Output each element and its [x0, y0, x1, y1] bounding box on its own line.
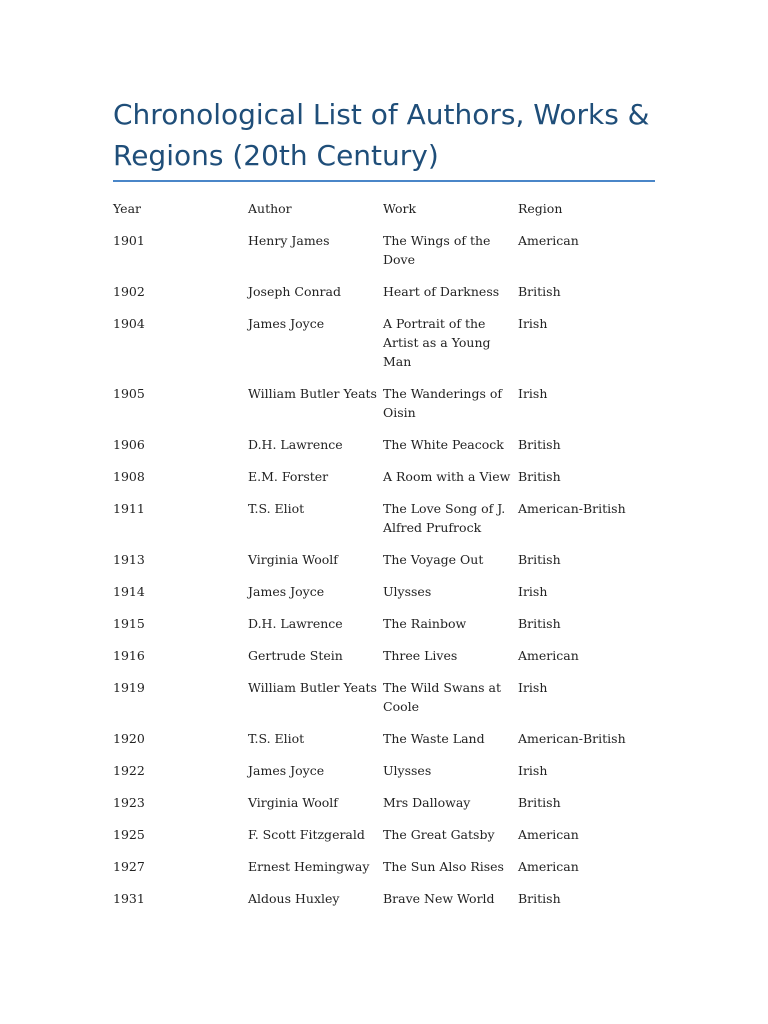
cell-region: Irish: [518, 386, 548, 401]
cell-author: William Butler Yeats: [248, 386, 377, 401]
cell-year: 1904: [113, 316, 145, 331]
table-row: [113, 433, 660, 465]
header-author: Author: [248, 201, 292, 216]
cell-year: 1906: [113, 437, 145, 452]
cell-region: British: [518, 284, 561, 299]
table-row: [113, 497, 660, 548]
cell-year: 1908: [113, 469, 145, 484]
cell-region: American: [518, 648, 579, 663]
cell-year: 1916: [113, 648, 145, 663]
cell-year: 1931: [113, 891, 145, 906]
cell-region: Irish: [518, 584, 548, 599]
cell-work: The Sun Also Rises: [383, 859, 504, 874]
cell-work: The Voyage Out: [383, 552, 484, 567]
cell-year: 1920: [113, 731, 145, 746]
cell-region: British: [518, 437, 561, 452]
cell-region: American: [518, 859, 579, 874]
cell-region: American: [518, 827, 579, 842]
cell-region: American-British: [518, 501, 626, 516]
cell-author: James Joyce: [248, 316, 325, 331]
cell-year: 1911: [113, 501, 145, 516]
table-row: [113, 676, 660, 727]
cell-region: British: [518, 552, 561, 567]
cell-author: Virginia Woolf: [248, 552, 338, 567]
cell-year: 1905: [113, 386, 145, 401]
cell-work: Ulysses: [383, 584, 432, 599]
cell-work: The Wings of the Dove: [383, 233, 491, 267]
cell-work: Heart of Darkness: [383, 284, 500, 299]
cell-work: A Room with a View: [383, 469, 511, 484]
table-row: [113, 855, 660, 887]
cell-author: D.H. Lawrence: [248, 616, 343, 631]
cell-author: William Butler Yeats: [248, 680, 377, 695]
table-row: [113, 312, 660, 382]
table-row: [113, 759, 660, 791]
table-row: [113, 465, 660, 497]
cell-region: Irish: [518, 680, 548, 695]
table-row: [113, 229, 660, 280]
cell-region: American: [518, 233, 579, 248]
cell-author: Joseph Conrad: [248, 284, 341, 299]
table-row: [113, 644, 660, 676]
cell-author: Virginia Woolf: [248, 795, 338, 810]
cell-author: Ernest Hemingway: [248, 859, 370, 874]
table-row: [113, 548, 660, 580]
cell-year: 1923: [113, 795, 145, 810]
cell-author: T.S. Eliot: [248, 731, 305, 746]
header-work: Work: [383, 201, 417, 216]
table-row: [113, 580, 660, 612]
cell-author: F. Scott Fitzgerald: [248, 827, 365, 842]
table-header-row: [113, 197, 660, 229]
table-row: [113, 823, 660, 855]
cell-region: British: [518, 469, 561, 484]
cell-work: Brave New World: [383, 891, 495, 906]
cell-year: 1901: [113, 233, 145, 248]
cell-year: 1914: [113, 584, 145, 599]
cell-year: 1925: [113, 827, 145, 842]
cell-author: James Joyce: [248, 763, 325, 778]
cell-work: The Wild Swans at Coole: [383, 680, 501, 714]
cell-region: British: [518, 891, 561, 906]
cell-author: Aldous Huxley: [248, 891, 340, 906]
cell-work: A Portrait of the Artist as a Young Man: [383, 316, 491, 369]
cell-work: The Wanderings of Oisin: [383, 386, 502, 420]
cell-year: 1919: [113, 680, 145, 695]
header-year: Year: [113, 201, 141, 216]
authors-table: [113, 197, 660, 919]
cell-work: The Rainbow: [383, 616, 467, 631]
cell-author: James Joyce: [248, 584, 325, 599]
cell-work: Ulysses: [383, 763, 432, 778]
cell-region: Irish: [518, 763, 548, 778]
cell-work: Three Lives: [383, 648, 458, 663]
cell-region: Irish: [518, 316, 548, 331]
cell-author: Henry James: [248, 233, 330, 248]
cell-author: T.S. Eliot: [248, 501, 305, 516]
cell-author: Gertrude Stein: [248, 648, 343, 663]
cell-region: British: [518, 616, 561, 631]
cell-year: 1922: [113, 763, 145, 778]
table-row: [113, 382, 660, 433]
table-row: [113, 791, 660, 823]
cell-work: The Great Gatsby: [383, 827, 495, 842]
cell-work: The Waste Land: [383, 731, 485, 746]
header-region: Region: [518, 201, 563, 216]
title-divider: [113, 180, 655, 182]
table-row: [113, 280, 660, 312]
cell-year: 1913: [113, 552, 145, 567]
cell-author: D.H. Lawrence: [248, 437, 343, 452]
cell-region: American-British: [518, 731, 626, 746]
cell-year: 1902: [113, 284, 145, 299]
table-row: [113, 727, 660, 759]
cell-work: The Love Song of J. Alfred Prufrock: [383, 501, 506, 535]
cell-work: Mrs Dalloway: [383, 795, 471, 810]
page-title: Chronological List of Authors, Works & Regions (20th Century): [113, 98, 650, 172]
cell-work: The White Peacock: [383, 437, 504, 452]
cell-year: 1915: [113, 616, 145, 631]
table-row: [113, 612, 660, 644]
cell-region: British: [518, 795, 561, 810]
cell-year: 1927: [113, 859, 145, 874]
table-row: [113, 887, 660, 919]
cell-author: E.M. Forster: [248, 469, 329, 484]
